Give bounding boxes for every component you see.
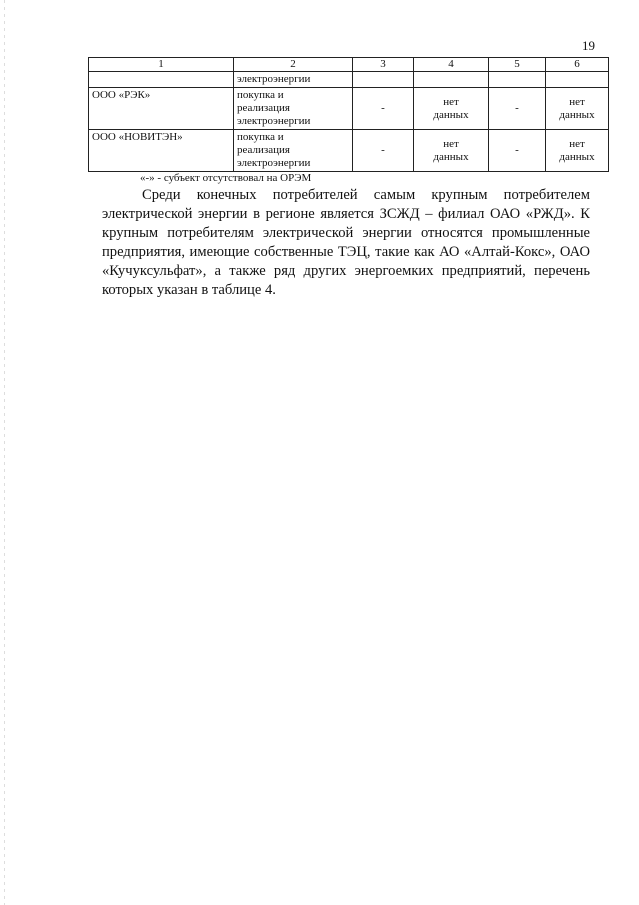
header-cell-5: 5 (489, 58, 546, 72)
cell-line: данных (559, 150, 595, 163)
table-cell-c3: - (353, 88, 414, 130)
table-cell-activity: электроэнергии (234, 72, 353, 88)
header-cell-4: 4 (414, 58, 489, 72)
activity-line: покупка и (237, 89, 284, 101)
page-number: 19 (582, 38, 595, 53)
table-cell-company: ООО «НОВИТЭН» (89, 130, 234, 172)
table-cell-c3: - (353, 130, 414, 172)
activity-line: реализация (237, 144, 290, 156)
table-continuation-row (89, 72, 609, 88)
table-cell (89, 72, 234, 88)
table-cell (414, 72, 489, 88)
table-cell-c6 (546, 130, 609, 172)
header-cell-2: 2 (234, 58, 353, 72)
table-cell-company: ООО «РЭК» (89, 88, 234, 130)
activity-line: покупка и (237, 131, 284, 143)
table-cell-activity (234, 88, 353, 130)
table-row (89, 88, 609, 130)
table-footnote: «-» - субъект отсутствовал на ОРЭМ (140, 172, 312, 184)
header-cell-3: 3 (353, 58, 414, 72)
scan-edge-artifact (4, 0, 5, 905)
cell-line: нет (569, 95, 585, 108)
table-cell-c4 (414, 88, 489, 130)
table-row (89, 130, 609, 172)
activity-line: электроэнергии (237, 157, 311, 169)
table-cell (353, 72, 414, 88)
data-table (88, 57, 609, 172)
table-cell-c4 (414, 130, 489, 172)
body-paragraph: Среди конечных потребителей самым крупным потребителем электрической энергии в регионе является ЗСЖД – филиал ОАО «РЖД». К крупным потребителям электрической энергии относятся промышленные предприятия, имеющие собственные ТЭЦ, такие как АО «Алтай-Кокс», ОАО «Кучуксульфат», а также ряд других энергоемких предприятий, перечень которых указан в таблице 4. (102, 187, 590, 298)
table-header-row (89, 58, 609, 72)
header-cell-6: 6 (546, 58, 609, 72)
table-cell-activity (234, 130, 353, 172)
cell-line: нет (569, 137, 585, 150)
cell-line: нет (443, 137, 459, 150)
cell-line: данных (559, 108, 595, 121)
table-cell-c5: - (489, 88, 546, 130)
table-cell-c6 (546, 88, 609, 130)
table-cell-c5: - (489, 130, 546, 172)
cell-line: данных (433, 150, 469, 163)
header-cell-1: 1 (89, 58, 234, 72)
activity-line: электроэнергии (237, 115, 311, 127)
cell-line: нет (443, 95, 459, 108)
cell-line: данных (433, 108, 469, 121)
activity-line: реализация (237, 102, 290, 114)
table-cell (546, 72, 609, 88)
table-cell (489, 72, 546, 88)
